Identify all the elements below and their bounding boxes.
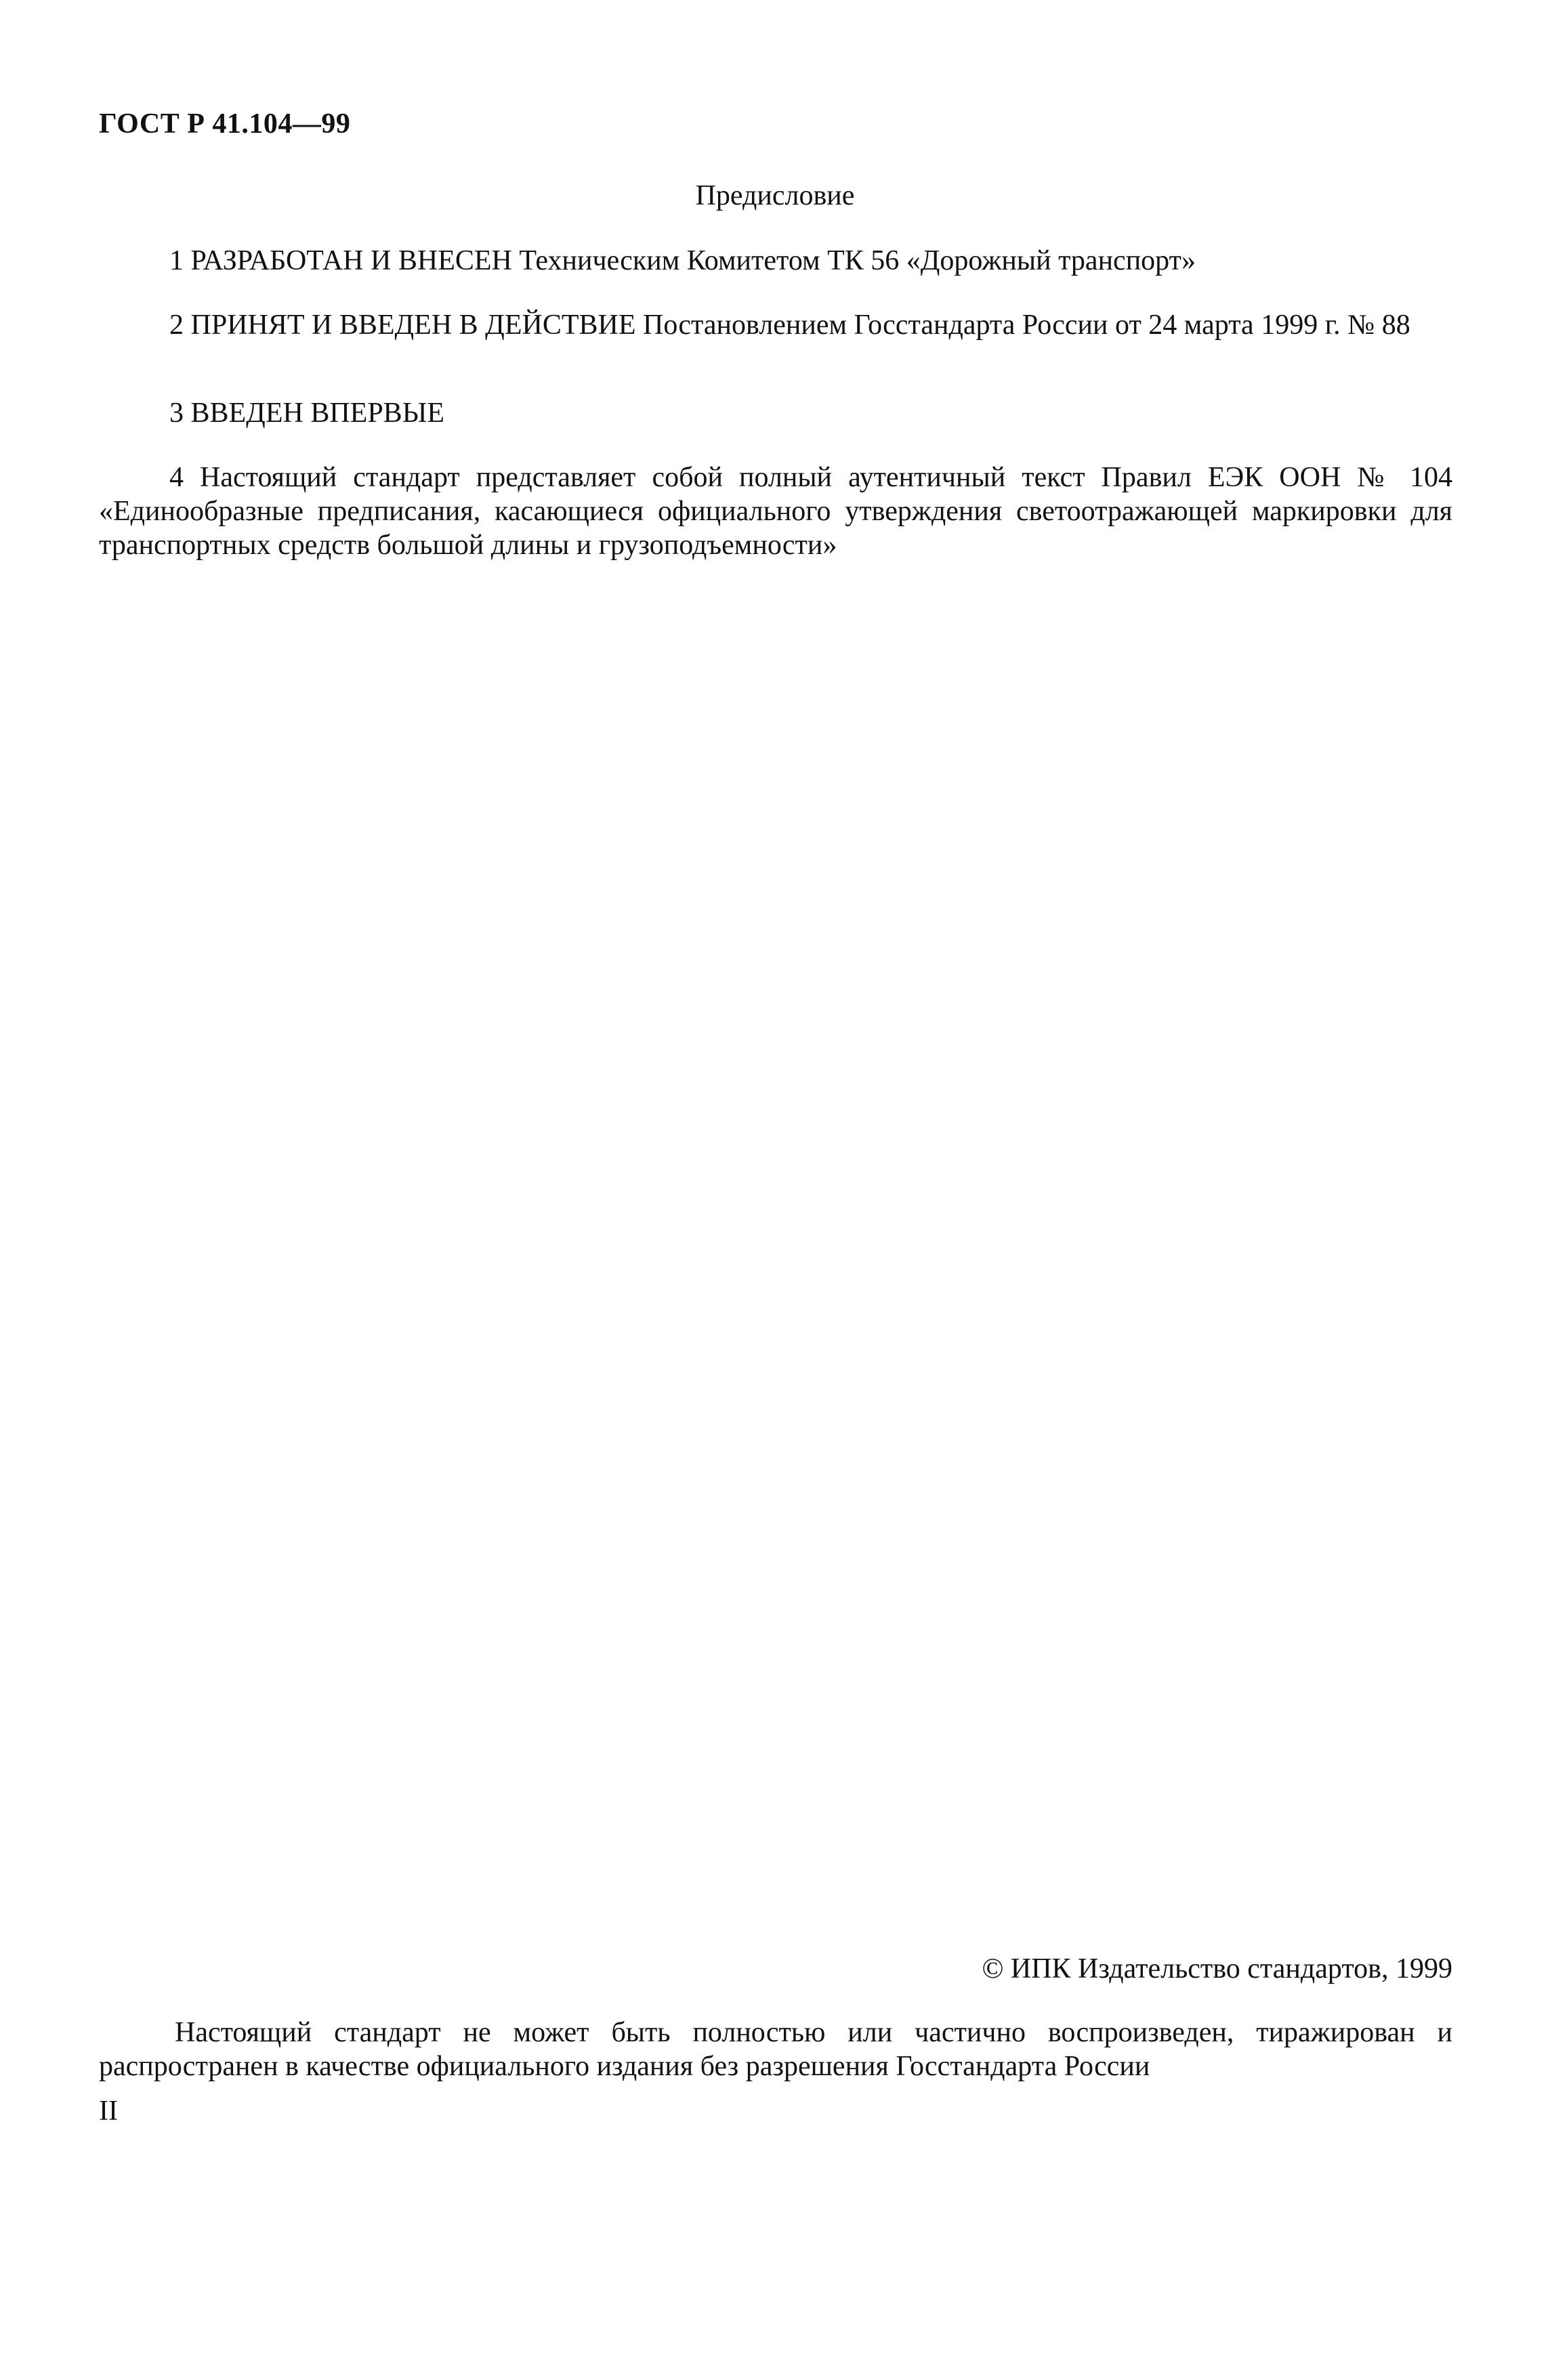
reproduction-notice: Настоящий стандарт не может быть полностью или частично воспроизведен, тиражирован и распространен в качестве официального издания без разрешения Госстандарта России: [99, 2017, 1452, 2082]
copyright-notice: © ИПК Издательство стандартов, 1999: [982, 1953, 1452, 1984]
foreword-paragraph-4: 4 Настоящий стандарт представляет собой полный аутентичный текст Правил ЕЭК ООН № 104 «Единообразные предписания, касающиеся официального утверждения светоотражающей маркировки для транспортных средств большой длины и грузоподъемности»: [99, 462, 1452, 561]
foreword-paragraph-1: 1 РАЗРАБОТАН И ВНЕСЕН Техническим Комитетом ТК 56 «Дорожный транспорт»: [169, 245, 1196, 276]
section-title: Предисловие: [695, 180, 855, 211]
document-code: ГОСТ Р 41.104—99: [99, 108, 351, 140]
foreword-paragraph-3: 3 ВВЕДЕН ВПЕРВЫЕ: [169, 398, 444, 429]
foreword-paragraph-2: 2 ПРИНЯТ И ВВЕДЕН В ДЕЙСТВИЕ Постановлением Госстандарта России от 24 марта 1999 г. № 88: [169, 310, 1410, 341]
page-number: II: [99, 2096, 118, 2127]
